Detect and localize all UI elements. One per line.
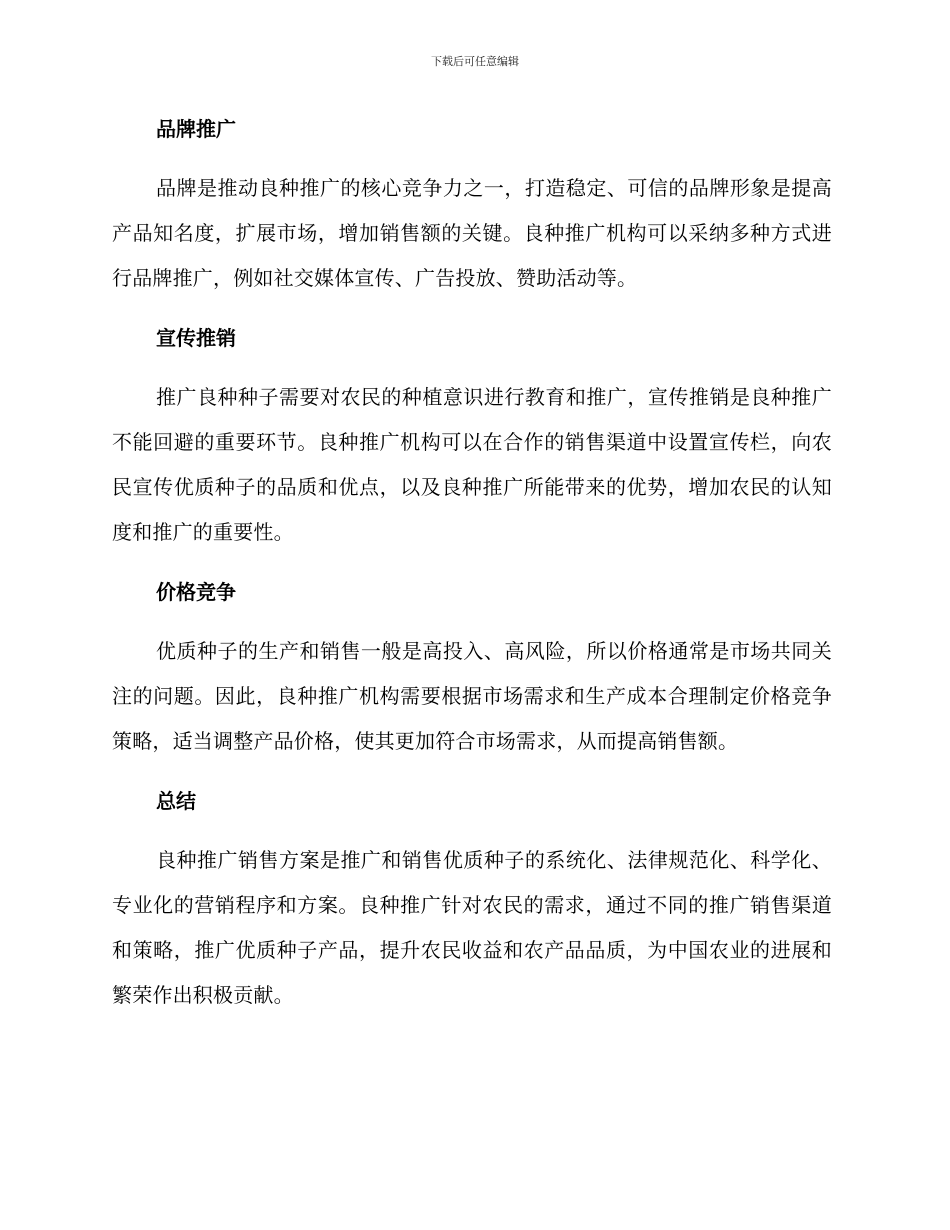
section-price-competition: [112, 569, 832, 764]
document-body: [112, 106, 832, 1032]
section-heading: 宣传推销: [156, 326, 236, 350]
section-publicity-sales: [112, 315, 832, 555]
section-paragraph: 优质种子的生产和销售一般是高投入、高风险，所以价格通常是市场共同关注的问题。因此，良种推广机构需要根据市场需求和生产成本合理制定价格竞争策略，适当调整产品价格，使其更加符合市场需求，从而提高销售额。: [112, 639, 832, 753]
section-heading: 总结: [156, 789, 196, 813]
section-heading: 价格竞争: [156, 580, 236, 604]
section-paragraph: 品牌是推动良种推广的核心竞争力之一，打造稳定、可信的品牌形象是提高产品知名度，扩展市场，增加销售额的关键。良种推广机构可以采纳多种方式进行品牌推广，例如社交媒体宣传、广告投放、赞助活动等。: [112, 176, 832, 290]
section-paragraph: 良种推广销售方案是推广和销售优质种子的系统化、法律规范化、科学化、专业化的营销程序和方案。良种推广针对农民的需求，通过不同的推广销售渠道和策略，推广优质种子产品，提升农民收益和农产品品质，为中国农业的进展和繁荣作出积极贡献。: [112, 848, 832, 1007]
page-header-note: 下载后可任意编辑: [431, 55, 519, 68]
section-paragraph: 推广良种种子需要对农民的种植意识进行教育和推广，宣传推销是良种推广不能回避的重要环节。良种推广机构可以在合作的销售渠道中设置宣传栏，向农民宣传优质种子的品质和优点，以及良种推广所能带来的优势，增加农民的认知度和推广的重要性。: [112, 385, 832, 544]
section-summary: [112, 778, 832, 1018]
section-heading: 品牌推广: [156, 117, 236, 141]
section-brand-promotion: [112, 106, 832, 301]
